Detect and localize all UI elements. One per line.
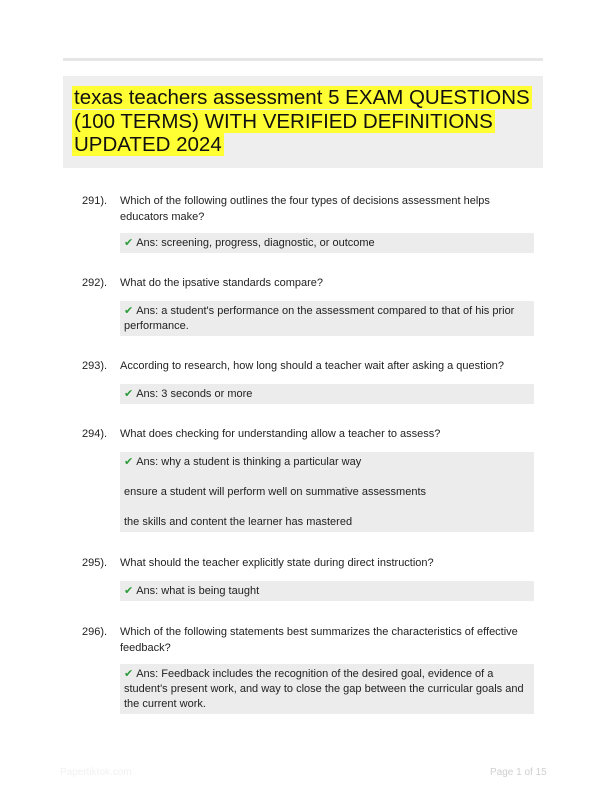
page-number: Page 1 of 15 [490,767,547,778]
question-number: 292). [82,277,108,289]
question-text: Which of the following statements best summarizes the characteristics of effective feedback? [120,626,518,654]
question-number: 296). [82,626,108,638]
check-icon: ✔ [124,667,134,680]
question-text: According to research, how long should a teacher wait after asking a question? [120,360,505,372]
check-icon: ✔ [124,584,134,597]
answer-text: Ans: why a student is thinking a particular way [136,456,362,468]
answer-box [120,581,534,601]
answer-option: ensure a student will perform well on summative assessments [124,486,427,498]
question-number: 295). [82,557,108,569]
answer-text: Ans: screening, progress, diagnostic, or outcome [136,237,375,249]
question-number: 293). [82,360,108,372]
answer-box [120,233,534,253]
check-icon: ✔ [124,304,134,317]
answer-box [120,664,534,714]
check-icon: ✔ [124,455,134,468]
answer-box [120,301,534,336]
question-text: What do the ipsative standards compare? [120,277,324,289]
answer-text: Ans: a student's performance on the assessment compared to that of his prior performance. [124,305,515,332]
answer-text: Ans: 3 seconds or more [136,388,253,400]
footer-watermark: Papertiktok.com [60,767,132,778]
top-divider [63,58,543,61]
question-number: 294). [82,428,108,440]
question-number: 291). [82,195,108,207]
answer-text: Ans: Feedback includes the recognition of the desired goal, evidence of a student's present work, and way to close the gap between the curricular goals and the current work. [124,668,524,710]
answer-box [120,452,534,532]
check-icon: ✔ [124,236,134,249]
question-text: What should the teacher explicitly state during direct instruction? [120,557,434,569]
question-text: What does checking for understanding allow a teacher to assess? [120,428,441,440]
document-title: texas teachers assessment 5 EXAM QUESTIONS (100 TERMS) WITH VERIFIED DEFINITIONS UPDATED 2024 [74,86,530,156]
check-icon: ✔ [124,387,134,400]
answer-box [120,384,534,404]
question-text: Which of the following outlines the four types of decisions assessment helps educators make? [120,195,490,223]
answer-text: Ans: what is being taught [136,585,260,597]
answer-option: the skills and content the learner has mastered [124,516,353,528]
